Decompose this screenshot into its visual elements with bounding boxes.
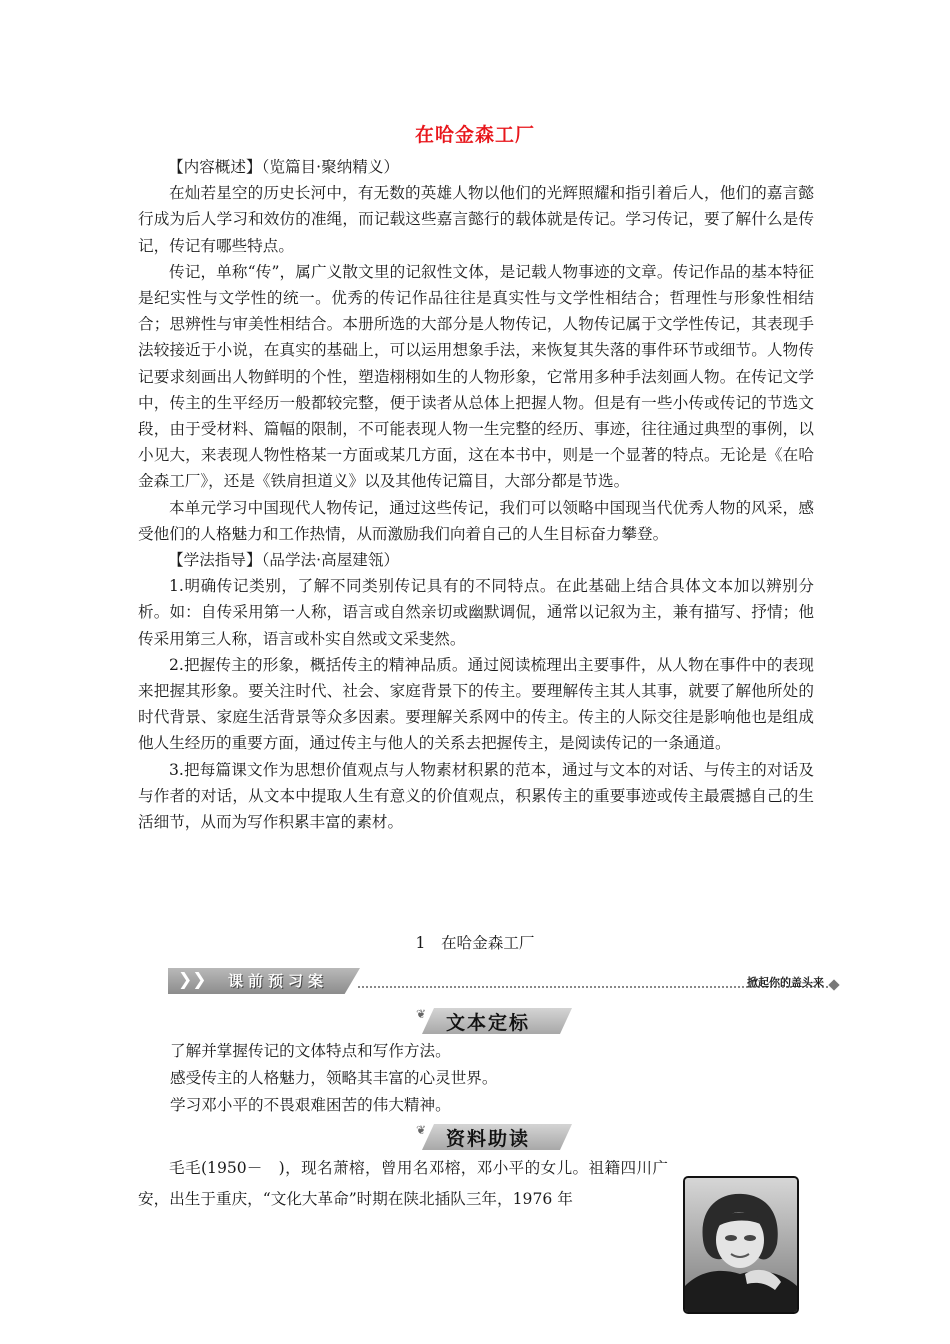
goal-item: 了解并掌握传记的文体特点和写作方法。 bbox=[170, 1042, 451, 1060]
method-paragraph: 1.明确传记类别，了解不同类别传记具有的不同特点。在此基础上结合具体文本加以辨别分析。如：自传采用第一人称，语言或自然亲切或幽默调侃，通常以记叙为主，兼有描写、抒情；他传采用第三人称，语言或朴实自然或文采斐然。 bbox=[138, 577, 814, 648]
lesson-title: 1 在哈金森工厂 bbox=[415, 934, 535, 952]
author-photo bbox=[683, 1176, 799, 1314]
overview-paragraph: 传记，单称“传”，属广义散文里的记叙性文体，是记载人物事迹的文章。传记作品的基本特征是纪实性与文学性的统一。优秀的传记作品往往是真实性与文学性相结合；哲理性与形象性相结合；思辨性与审美性相结合。本册所选的大部分是人物传记，人物传记属于文学性传记，其表现手法较接近于小说，在真实的基础上，可以运用想象手法，来恢复其失落的事件环节或细节。人物传记要求刻画出人物鲜明的个性，塑造栩栩如生的人物形象，它常用多种手法刻画人物。在传记文学中，传主的生平经历一般都较完整，便于读者从总体上把握人物。但是有一些小传或传记的节选文段，由于受材料、篇幅的限制，不可能表现人物一生完整的经历、事迹，往往通过典型的事例，以小见大，来表现人物性格某一方面或某几方面，这在本书中，则是一个显著的特点。无论是《在哈金森工厂》，还是《铁肩担道义》以及其他传记篇目，大部分都是节选。 bbox=[138, 262, 814, 491]
text-goals-heading: 文本定标 bbox=[446, 1012, 531, 1034]
banner-label: 课前预习案 bbox=[228, 972, 329, 990]
section-deco-icon: ❦ bbox=[416, 1007, 427, 1021]
reading-aid-heading: 资料助读 bbox=[446, 1128, 531, 1150]
portrait-image bbox=[685, 1178, 797, 1312]
overview-paragraph: 本单元学习中国现代人物传记，通过这些传记，我们可以领略中国现当代优秀人物的风采，感受他们的人格魅力和工作热情，从而激励我们向着自己的人生目标奋力攀登。 bbox=[138, 498, 814, 543]
goal-item: 学习邓小平的不畏艰难困苦的伟大精神。 bbox=[170, 1096, 451, 1114]
chevron-double-icon: ❯❯ bbox=[178, 970, 207, 990]
goal-item: 感受传主的人格魅力，领略其丰富的心灵世界。 bbox=[170, 1069, 498, 1087]
method-heading: 【学法指导】（品学法·高屋建瓴） bbox=[168, 551, 400, 570]
banner-right-text: 掀起你的盖头来 bbox=[747, 976, 824, 989]
overview-section bbox=[138, 154, 814, 835]
preview-banner bbox=[168, 964, 838, 1000]
text-goals-list bbox=[170, 1038, 497, 1119]
author-bio-paragraph: 毛毛(1950－ )，现名萧榕，曾用名邓榕，邓小平的女儿。祖籍四川广安，出生于重庆，“文化大革命”时期在陕北插队三年，1976 年 bbox=[138, 1159, 668, 1208]
overview-heading: 【内容概述】（览篇目·聚纳精义） bbox=[168, 158, 400, 176]
method-paragraph: 3.把每篇课文作为思想价值观点与人物素材积累的范本，通过与文本的对话、与传主的对话及与作者的对话，从文本中提取人生有意义的价值观点，积累传主的重要事迹或传主最震撼自己的生活细节，从而为写作积累丰富的素材。 bbox=[138, 760, 814, 832]
method-paragraph: 2.把握传主的形象，概括传主的精神品质。通过阅读梳理出主要事件，从人物在事件中的表现来把握其形象。要关注时代、社会、家庭背景下的传主。要理解传主其人其事，就要了解他所处的时代背景、家庭生活背景等众多因素。要理解关系网中的传主。传主的人际交往是影响他也是组成他人生经历的重要方面，通过传主与他人的关系去把握传主，是阅读传记的一条通道。 bbox=[138, 655, 814, 753]
diamond-icon bbox=[828, 979, 839, 990]
section-deco-icon: ❦ bbox=[416, 1123, 427, 1137]
page-title: 在哈金森工厂 bbox=[414, 124, 535, 146]
overview-paragraph: 在灿若星空的历史长河中，有无数的英雄人物以他们的光辉照耀和指引着后人，他们的嘉言懿行成为后人学习和效仿的准绳，而记载这些嘉言懿行的载体就是传记。学习传记，要了解什么是传记，传记有哪些特点。 bbox=[138, 184, 814, 255]
